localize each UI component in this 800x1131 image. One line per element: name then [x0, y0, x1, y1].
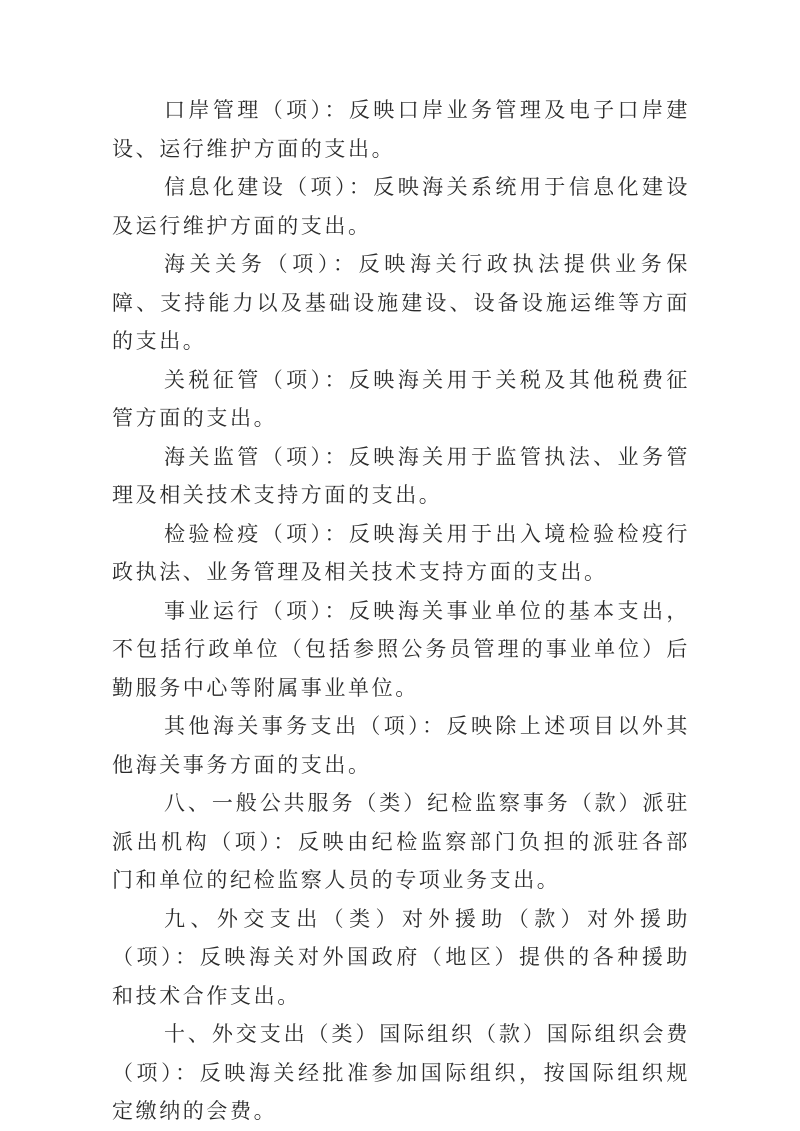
paragraph-customs-affairs: 海关关务（项）：反映海关行政执法提供业务保障、支持能力以及基础设施建设、设备设施运维等方面的支出。: [112, 252, 690, 353]
document-body: [112, 91, 690, 1131]
paragraph-tariff-collection: 关税征管（项）：反映海关用于关税及其他税费征管方面的支出。: [112, 367, 690, 430]
paragraph-institution-operation: 事业运行（项）：反映海关事业单位的基本支出，不包括行政单位（包括参照公务员管理的事业单位）后勤服务中心等附属事业单位。: [112, 598, 690, 700]
paragraph-customs-supervision: 海关监管（项）：反映海关用于监管执法、业务管理及相关技术支持方面的支出。: [112, 444, 690, 507]
paragraph-inspection-quarantine: 检验检疫（项）：反映海关用于出入境检验检疫行政执法、业务管理及相关技术支持方面的支出。: [112, 521, 690, 584]
paragraph-section-ten: 十、外交支出（类）国际组织（款）国际组织会费（项）：反映海关经批准参加国际组织，按国际组织规定缴纳的会费。: [112, 1022, 690, 1123]
paragraph-other-customs-expenditure: 其他海关事务支出（项）：反映除上述项目以外其他海关事务方面的支出。: [112, 714, 690, 777]
paragraph-informatization: 信息化建设（项）：反映海关系统用于信息化建设及运行维护方面的支出。: [112, 175, 690, 238]
paragraph-section-eight: 八、一般公共服务（类）纪检监察事务（款）派驻派出机构（项）：反映由纪检监察部门负担的派驻各部门和单位的纪检监察人员的专项业务支出。: [112, 791, 690, 892]
paragraph-port-management: 口岸管理（项）：反映口岸业务管理及电子口岸建设、运行维护方面的支出。: [112, 98, 690, 161]
paragraph-section-nine: 九、外交支出（类）对外援助（款）对外援助（项）：反映海关对外国政府（地区）提供的各种援助和技术合作支出。: [112, 906, 690, 1008]
